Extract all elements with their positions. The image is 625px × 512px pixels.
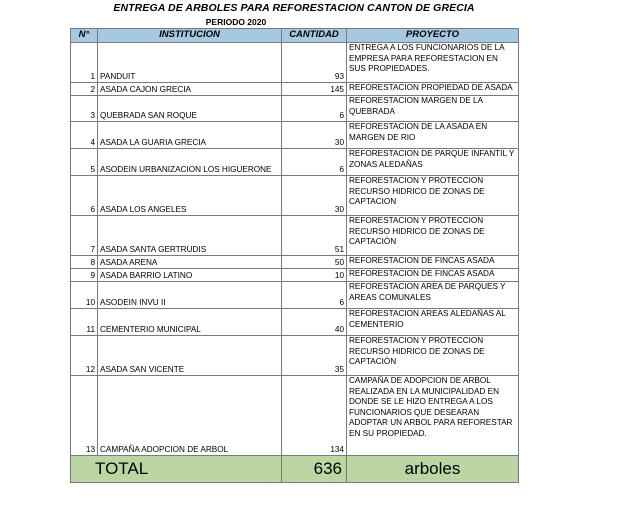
total-unit[interactable]: arboles bbox=[347, 456, 519, 483]
total-label[interactable]: TOTAL bbox=[71, 456, 282, 483]
row-quantity[interactable]: 6 bbox=[282, 282, 347, 309]
row-institution[interactable]: CEMENTERIO MUNICIPAL bbox=[98, 309, 282, 336]
table-row bbox=[71, 376, 519, 456]
row-quantity[interactable]: 6 bbox=[282, 96, 347, 122]
header-num[interactable]: N° bbox=[71, 29, 98, 43]
row-project[interactable]: REFORESTACION Y PROTECCION RECURSO HIDRICO DE ZONAS DE CAPTACIÓN bbox=[347, 336, 519, 376]
row-number[interactable]: 9 bbox=[71, 269, 98, 282]
row-number[interactable]: 11 bbox=[71, 309, 98, 336]
row-project[interactable]: REFORESTACION AREAS ALEDAÑAS AL CEMENTERIO bbox=[347, 309, 519, 336]
row-number[interactable]: 6 bbox=[71, 176, 98, 216]
trees-table bbox=[70, 28, 519, 483]
table-row bbox=[71, 216, 519, 256]
row-number[interactable]: 7 bbox=[71, 216, 98, 256]
row-project[interactable]: ENTREGA A LOS FUNCIONARIOS DE LA EMPRESA PARA REFORESTACION EN SUS PROPIEDADES. bbox=[347, 43, 519, 83]
row-quantity[interactable]: 93 bbox=[282, 43, 347, 83]
row-quantity[interactable]: 10 bbox=[282, 269, 347, 282]
table-body bbox=[71, 43, 519, 456]
row-quantity[interactable]: 145 bbox=[282, 83, 347, 96]
row-quantity[interactable]: 134 bbox=[282, 376, 347, 456]
row-project[interactable]: REFORESTACION DE PARQUE INFANTIL Y ZONAS ALEDAÑAS bbox=[347, 149, 519, 176]
table-row bbox=[71, 43, 519, 83]
row-institution[interactable]: ASADA LOS ANGELES bbox=[98, 176, 282, 216]
row-institution[interactable]: CAMPAÑA ADOPCION DE ARBOL bbox=[98, 376, 282, 456]
table-row bbox=[71, 269, 519, 282]
row-institution[interactable]: QUEBRADA SAN ROQUE bbox=[98, 96, 282, 122]
row-number[interactable]: 13 bbox=[71, 376, 98, 456]
table-row bbox=[71, 122, 519, 149]
table-row bbox=[71, 282, 519, 309]
row-institution[interactable]: ASODEIN INVU II bbox=[98, 282, 282, 309]
table-row bbox=[71, 256, 519, 269]
row-number[interactable]: 5 bbox=[71, 149, 98, 176]
total-value[interactable]: 636 bbox=[282, 456, 347, 483]
row-number[interactable]: 10 bbox=[71, 282, 98, 309]
header-project[interactable]: PROYECTO bbox=[347, 29, 519, 43]
row-institution[interactable]: ASADA LA GUARIA GRECIA bbox=[98, 122, 282, 149]
table-row bbox=[71, 83, 519, 96]
header-quantity[interactable]: CANTIDAD bbox=[282, 29, 347, 43]
table-row bbox=[71, 96, 519, 122]
table-row bbox=[71, 309, 519, 336]
row-project[interactable]: REFORESTACION PROPIEDAD DE ASADA bbox=[347, 83, 519, 96]
row-project[interactable]: REFORESTACION Y PROTECCION RECURSO HIDRICO DE ZONAS DE CAPTACIÓN bbox=[347, 216, 519, 256]
spreadsheet bbox=[70, 0, 518, 483]
header-row bbox=[71, 29, 519, 43]
row-institution[interactable]: ASADA BARRIO LATINO bbox=[98, 269, 282, 282]
table-row bbox=[71, 176, 519, 216]
table-row bbox=[71, 149, 519, 176]
row-institution[interactable]: ASADA CAJON GRECIA bbox=[98, 83, 282, 96]
row-institution[interactable]: PANDUIT bbox=[98, 43, 282, 83]
row-project[interactable]: REFORESTACION MARGEN DE LA QUEBRADA bbox=[347, 96, 519, 122]
row-number[interactable]: 1 bbox=[71, 43, 98, 83]
row-quantity[interactable]: 40 bbox=[282, 309, 347, 336]
row-number[interactable]: 2 bbox=[71, 83, 98, 96]
row-project[interactable]: REFORESTACION AREA DE PARQUES Y AREAS COMUNALES bbox=[347, 282, 519, 309]
total-row bbox=[71, 456, 519, 483]
row-number[interactable]: 12 bbox=[71, 336, 98, 376]
row-quantity[interactable]: 6 bbox=[282, 149, 347, 176]
row-project[interactable]: CAMPAÑA DE ADOPCION DE ARBOL REALIZADA EN LA MUNICIPALIDAD EN DONDE SE LE HIZO ENTREGA A LOS FUNCIONARIOS QUE DESEARAN ADOPTAR UN ARBOL PARA REFORESTAR EN SU PROPIEDAD. bbox=[347, 376, 519, 456]
row-quantity[interactable]: 30 bbox=[282, 176, 347, 216]
row-quantity[interactable]: 30 bbox=[282, 122, 347, 149]
row-quantity[interactable]: 35 bbox=[282, 336, 347, 376]
row-project[interactable]: REFORESTACION DE LA ASADA EN MARGEN DE RIO bbox=[347, 122, 519, 149]
row-institution[interactable]: ASADA ARENA bbox=[98, 256, 282, 269]
row-number[interactable]: 3 bbox=[71, 96, 98, 122]
row-project[interactable]: REFORESTACION DE FINCAS ASADA bbox=[347, 269, 519, 282]
row-project[interactable]: REFORESTACION DE FINCAS ASADA bbox=[347, 256, 519, 269]
header-institution[interactable]: INSTITUCION bbox=[98, 29, 282, 43]
table-row bbox=[71, 336, 519, 376]
sheet-title: ENTREGA DE ARBOLES PARA REFORESTACION CANTON DE GRECIA bbox=[113, 2, 475, 14]
row-institution[interactable]: ASODEIN URBANIZACION LOS HIGUERONE bbox=[98, 149, 282, 176]
row-institution[interactable]: ASADA SAN VICENTE bbox=[98, 336, 282, 376]
row-quantity[interactable]: 50 bbox=[282, 256, 347, 269]
row-project[interactable]: REFORESTACION Y PROTECCION RECURSO HIDRICO DE ZONAS DE CAPTACION bbox=[347, 176, 519, 216]
row-quantity[interactable]: 51 bbox=[282, 216, 347, 256]
row-number[interactable]: 4 bbox=[71, 122, 98, 149]
row-number[interactable]: 8 bbox=[71, 256, 98, 269]
row-institution[interactable]: ASADA SANTA GERTRUDIS bbox=[98, 216, 282, 256]
sheet-period: PERIODO 2020 bbox=[205, 17, 267, 27]
